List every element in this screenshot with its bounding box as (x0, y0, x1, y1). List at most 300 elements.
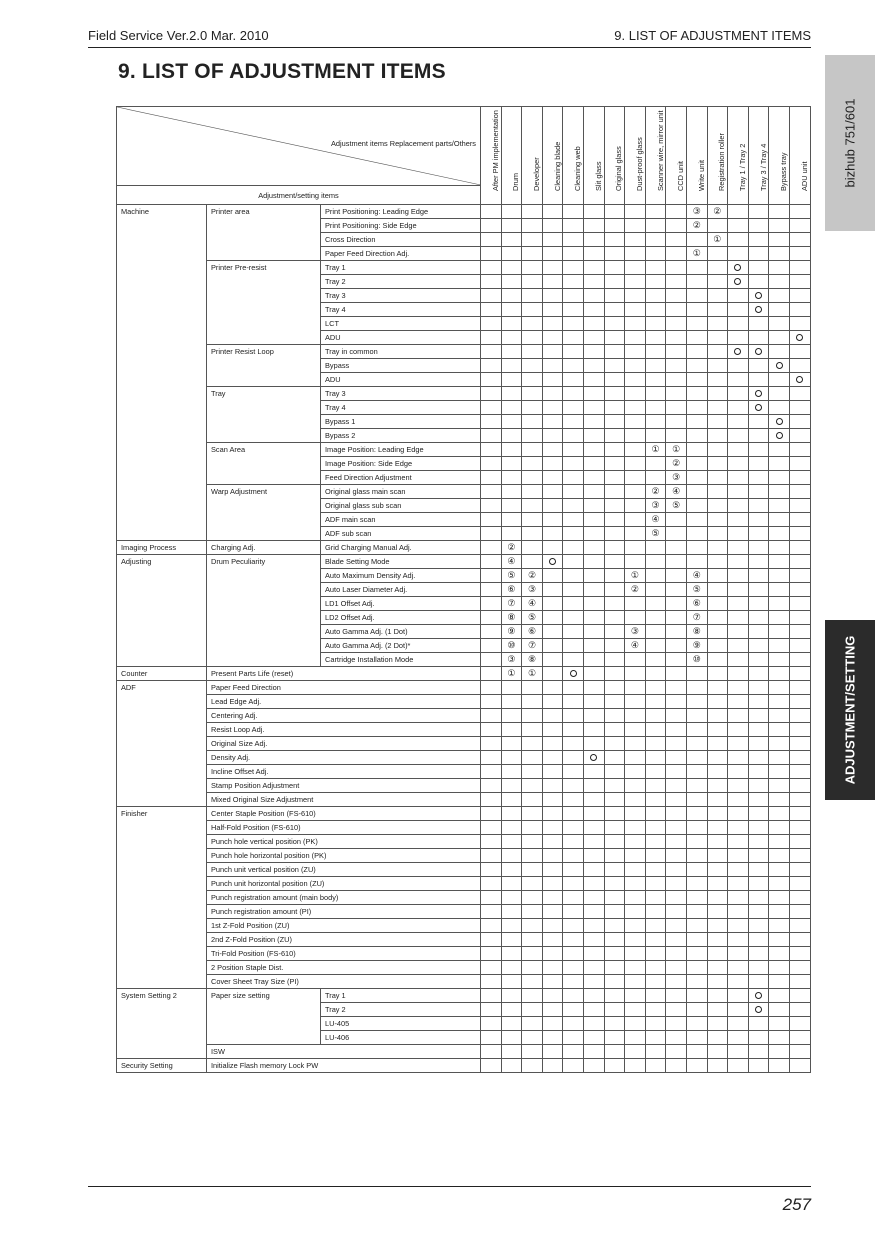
mark-cell (583, 205, 604, 219)
table-row (117, 569, 811, 583)
mark-cell (604, 317, 625, 331)
mark-cell (522, 779, 543, 793)
mark-cell (728, 1017, 749, 1031)
mark-cell (583, 625, 604, 639)
mark-cell (481, 751, 502, 765)
mark-cell (686, 387, 707, 401)
mark-cell (563, 807, 584, 821)
mark-cell (645, 443, 666, 457)
mark-cell (645, 233, 666, 247)
mark-cell (542, 793, 563, 807)
mark-cell (645, 639, 666, 653)
category-cell (117, 247, 207, 261)
mark-cell (542, 681, 563, 695)
mark-cell (583, 331, 604, 345)
circle-mark (796, 334, 803, 341)
mark-cell (501, 933, 522, 947)
mark-cell (625, 989, 646, 1003)
mark-cell (666, 961, 687, 975)
circle-mark (776, 418, 783, 425)
side-tab-model-label: bizhub 751/601 (842, 98, 858, 188)
mark-cell (666, 345, 687, 359)
group-cell: Paper size setting (207, 989, 321, 1003)
table-row (117, 877, 811, 891)
mark-cell (728, 401, 749, 415)
mark-cell (583, 359, 604, 373)
mark-cell (645, 821, 666, 835)
mark-cell (604, 625, 625, 639)
table-row (117, 429, 811, 443)
mark-cell (625, 877, 646, 891)
mark-cell (501, 429, 522, 443)
mark-cell (728, 247, 749, 261)
mark-cell (522, 583, 543, 597)
mark-cell (522, 219, 543, 233)
column-header-label: Write unit (696, 159, 706, 191)
mark-cell (769, 415, 790, 429)
mark-cell (645, 933, 666, 947)
mark-cell (728, 261, 749, 275)
mark-cell (481, 415, 502, 429)
mark-cell (666, 471, 687, 485)
mark-cell (583, 555, 604, 569)
mark-cell (645, 541, 666, 555)
mark-cell (686, 401, 707, 415)
circle-mark (734, 348, 741, 355)
mark-cell (769, 401, 790, 415)
mark-cell (645, 723, 666, 737)
group-cell (207, 625, 321, 639)
mark-cell (666, 527, 687, 541)
mark-cell (645, 835, 666, 849)
mark-cell (686, 989, 707, 1003)
group-cell: Resist Loop Adj. (207, 723, 481, 737)
mark-cell (481, 443, 502, 457)
mark-cell (789, 695, 810, 709)
mark-cell (604, 611, 625, 625)
mark-cell (604, 303, 625, 317)
column-header-label: After PM implementation (490, 110, 500, 191)
mark-cell (789, 373, 810, 387)
mark-cell (728, 303, 749, 317)
order-mark: ① (527, 668, 537, 678)
mark-cell (645, 695, 666, 709)
mark-cell (501, 233, 522, 247)
mark-cell (501, 849, 522, 863)
mark-cell (501, 219, 522, 233)
group-cell: Stamp Position Adjustment (207, 779, 481, 793)
table-body (117, 205, 811, 1073)
mark-cell (748, 331, 769, 345)
mark-cell (728, 331, 749, 345)
mark-cell (728, 387, 749, 401)
mark-cell (666, 639, 687, 653)
mark-cell (686, 947, 707, 961)
mark-cell (563, 289, 584, 303)
order-mark: ⑤ (692, 584, 701, 594)
group-cell: ISW (207, 1045, 481, 1059)
table-row (117, 443, 811, 457)
mark-cell (604, 667, 625, 681)
mark-cell (563, 555, 584, 569)
mark-cell (604, 429, 625, 443)
mark-cell (583, 821, 604, 835)
group-cell (207, 1031, 321, 1045)
circle-mark (755, 1006, 762, 1013)
mark-cell (728, 625, 749, 639)
mark-cell (563, 401, 584, 415)
mark-cell (686, 821, 707, 835)
mark-cell (542, 317, 563, 331)
category-cell (117, 443, 207, 457)
mark-cell (686, 569, 707, 583)
page-header-left: Field Service Ver.2.0 Mar. 2010 (88, 28, 269, 43)
mark-cell (748, 219, 769, 233)
mark-cell (563, 863, 584, 877)
group-cell (207, 653, 321, 667)
mark-cell (522, 443, 543, 457)
mark-cell (563, 429, 584, 443)
mark-cell (563, 597, 584, 611)
category-cell (117, 457, 207, 471)
item-cell: Feed Direction Adjustment (321, 471, 481, 485)
mark-cell (707, 1003, 728, 1017)
mark-cell (604, 1045, 625, 1059)
circle-mark (755, 992, 762, 999)
category-cell (117, 625, 207, 639)
mark-cell (707, 443, 728, 457)
mark-cell (645, 429, 666, 443)
table-row (117, 709, 811, 723)
group-cell (207, 289, 321, 303)
mark-cell (604, 485, 625, 499)
mark-cell (625, 1059, 646, 1073)
category-cell (117, 709, 207, 723)
mark-cell (522, 891, 543, 905)
mark-cell (583, 1003, 604, 1017)
column-header (686, 107, 707, 205)
mark-cell (625, 695, 646, 709)
mark-cell (769, 429, 790, 443)
mark-cell (604, 1003, 625, 1017)
mark-cell (501, 765, 522, 779)
mark-cell (666, 401, 687, 415)
group-cell (207, 359, 321, 373)
mark-cell (728, 933, 749, 947)
mark-cell (707, 471, 728, 485)
category-cell (117, 415, 207, 429)
mark-cell (625, 233, 646, 247)
mark-cell (666, 233, 687, 247)
mark-cell (583, 975, 604, 989)
mark-cell (686, 695, 707, 709)
mark-cell (707, 779, 728, 793)
order-mark: ③ (692, 206, 701, 216)
group-cell: 2 Position Staple Dist. (207, 961, 481, 975)
order-mark: ⑩ (507, 640, 516, 650)
mark-cell (769, 919, 790, 933)
mark-cell (769, 611, 790, 625)
category-cell (117, 877, 207, 891)
mark-cell (666, 821, 687, 835)
mark-cell (645, 597, 666, 611)
mark-cell (707, 345, 728, 359)
mark-cell (789, 1017, 810, 1031)
mark-cell (645, 709, 666, 723)
item-cell: Tray 4 (321, 401, 481, 415)
item-cell: ADF sub scan (321, 527, 481, 541)
group-cell: Mixed Original Size Adjustment (207, 793, 481, 807)
table-row (117, 331, 811, 345)
mark-cell (666, 429, 687, 443)
mark-cell (522, 695, 543, 709)
category-cell (117, 331, 207, 345)
mark-cell (748, 289, 769, 303)
mark-cell (604, 653, 625, 667)
mark-cell (789, 457, 810, 471)
mark-cell (501, 205, 522, 219)
mark-cell (501, 317, 522, 331)
mark-cell (481, 597, 502, 611)
mark-cell (666, 765, 687, 779)
mark-cell (748, 961, 769, 975)
mark-cell (625, 527, 646, 541)
mark-cell (583, 751, 604, 765)
mark-cell (666, 849, 687, 863)
item-cell: LU-405 (321, 1017, 481, 1031)
mark-cell (501, 625, 522, 639)
mark-cell (604, 989, 625, 1003)
group-cell: Density Adj. (207, 751, 481, 765)
table-row (117, 611, 811, 625)
mark-cell (666, 863, 687, 877)
mark-cell (645, 359, 666, 373)
mark-cell (769, 821, 790, 835)
mark-cell (583, 891, 604, 905)
mark-cell (707, 331, 728, 345)
mark-cell (666, 541, 687, 555)
group-cell: Tray (207, 387, 321, 401)
table-row (117, 947, 811, 961)
mark-cell (501, 1045, 522, 1059)
mark-cell (625, 849, 646, 863)
mark-cell (583, 443, 604, 457)
mark-cell (789, 779, 810, 793)
mark-cell (522, 877, 543, 891)
mark-cell (748, 667, 769, 681)
mark-cell (728, 541, 749, 555)
mark-cell (789, 275, 810, 289)
mark-cell (769, 863, 790, 877)
table-corner-cell (117, 107, 481, 186)
group-cell (207, 1003, 321, 1017)
mark-cell (481, 947, 502, 961)
mark-cell (748, 261, 769, 275)
mark-cell (501, 513, 522, 527)
mark-cell (789, 751, 810, 765)
mark-cell (563, 653, 584, 667)
order-mark: ③ (507, 654, 516, 664)
circle-mark (755, 292, 762, 299)
mark-cell (583, 401, 604, 415)
mark-cell (748, 499, 769, 513)
mark-cell (563, 1045, 584, 1059)
mark-cell (769, 597, 790, 611)
mark-cell (522, 415, 543, 429)
mark-cell (522, 401, 543, 415)
mark-cell (501, 681, 522, 695)
column-header-label: Bypass tray (779, 152, 789, 191)
mark-cell (769, 373, 790, 387)
mark-cell (748, 345, 769, 359)
mark-cell (625, 457, 646, 471)
item-cell: Image Position: Side Edge (321, 457, 481, 471)
mark-cell (666, 219, 687, 233)
mark-cell (666, 919, 687, 933)
mark-cell (645, 247, 666, 261)
mark-cell (728, 1031, 749, 1045)
mark-cell (542, 835, 563, 849)
column-header-label: Drum (511, 172, 521, 191)
mark-cell (686, 961, 707, 975)
mark-cell (604, 1017, 625, 1031)
mark-cell (789, 835, 810, 849)
mark-cell (522, 359, 543, 373)
table-row (117, 541, 811, 555)
mark-cell (789, 653, 810, 667)
mark-cell (769, 765, 790, 779)
circle-mark (755, 348, 762, 355)
item-cell: Auto Gamma Adj. (2 Dot)* (321, 639, 481, 653)
mark-cell (686, 793, 707, 807)
mark-cell (542, 919, 563, 933)
mark-cell (686, 555, 707, 569)
mark-cell (583, 639, 604, 653)
mark-cell (789, 737, 810, 751)
order-mark: ⑨ (507, 626, 516, 636)
mark-cell (563, 345, 584, 359)
column-header-label: Registration roller (717, 133, 727, 191)
column-header-label: Tray 3 / Tray 4 (758, 143, 768, 191)
category-cell (117, 261, 207, 275)
mark-cell (583, 485, 604, 499)
mark-cell (686, 541, 707, 555)
mark-cell (789, 583, 810, 597)
mark-cell (604, 807, 625, 821)
mark-cell (707, 821, 728, 835)
mark-cell (789, 625, 810, 639)
mark-cell (728, 681, 749, 695)
mark-cell (686, 779, 707, 793)
mark-cell (645, 275, 666, 289)
item-cell: LU-406 (321, 1031, 481, 1045)
mark-cell (686, 583, 707, 597)
mark-cell (769, 1017, 790, 1031)
table-row (117, 373, 811, 387)
mark-cell (728, 877, 749, 891)
mark-cell (789, 261, 810, 275)
item-cell: Cartridge Installation Mode (321, 653, 481, 667)
mark-cell (481, 429, 502, 443)
item-cell: Blade Setting Mode (321, 555, 481, 569)
mark-cell (707, 247, 728, 261)
mark-cell (748, 317, 769, 331)
mark-cell (604, 275, 625, 289)
mark-cell (522, 793, 543, 807)
mark-cell (481, 387, 502, 401)
mark-cell (645, 555, 666, 569)
order-mark: ⑧ (507, 612, 516, 622)
mark-cell (728, 471, 749, 485)
mark-cell (686, 905, 707, 919)
table-row (117, 695, 811, 709)
mark-cell (748, 933, 769, 947)
mark-cell (542, 541, 563, 555)
category-cell (117, 275, 207, 289)
group-cell (207, 583, 321, 597)
item-cell: Tray 2 (321, 275, 481, 289)
mark-cell (501, 303, 522, 317)
mark-cell (666, 947, 687, 961)
mark-cell (645, 1045, 666, 1059)
mark-cell (686, 723, 707, 737)
mark-cell (748, 303, 769, 317)
mark-cell (728, 989, 749, 1003)
category-cell (117, 317, 207, 331)
group-cell (207, 611, 321, 625)
mark-cell (583, 499, 604, 513)
mark-cell (707, 849, 728, 863)
order-mark: ⑨ (692, 640, 701, 650)
mark-cell (542, 1045, 563, 1059)
mark-cell (666, 807, 687, 821)
mark-cell (666, 989, 687, 1003)
category-cell (117, 373, 207, 387)
mark-cell (789, 415, 810, 429)
mark-cell (583, 541, 604, 555)
mark-cell (501, 807, 522, 821)
mark-cell (769, 667, 790, 681)
category-cell (117, 359, 207, 373)
category-cell (117, 723, 207, 737)
mark-cell (728, 527, 749, 541)
mark-cell (666, 443, 687, 457)
mark-cell (501, 331, 522, 345)
mark-cell (748, 569, 769, 583)
group-cell (207, 303, 321, 317)
mark-cell (728, 961, 749, 975)
mark-cell (604, 331, 625, 345)
mark-cell (748, 947, 769, 961)
mark-cell (748, 541, 769, 555)
mark-cell (583, 429, 604, 443)
mark-cell (563, 877, 584, 891)
mark-cell (666, 205, 687, 219)
mark-cell (748, 611, 769, 625)
mark-cell (728, 765, 749, 779)
mark-cell (769, 205, 790, 219)
mark-cell (707, 625, 728, 639)
mark-cell (789, 1031, 810, 1045)
mark-cell (583, 527, 604, 541)
mark-cell (583, 737, 604, 751)
item-cell: ADU (321, 373, 481, 387)
mark-cell (645, 513, 666, 527)
mark-cell (563, 737, 584, 751)
mark-cell (481, 905, 502, 919)
mark-cell (707, 387, 728, 401)
mark-cell (707, 289, 728, 303)
